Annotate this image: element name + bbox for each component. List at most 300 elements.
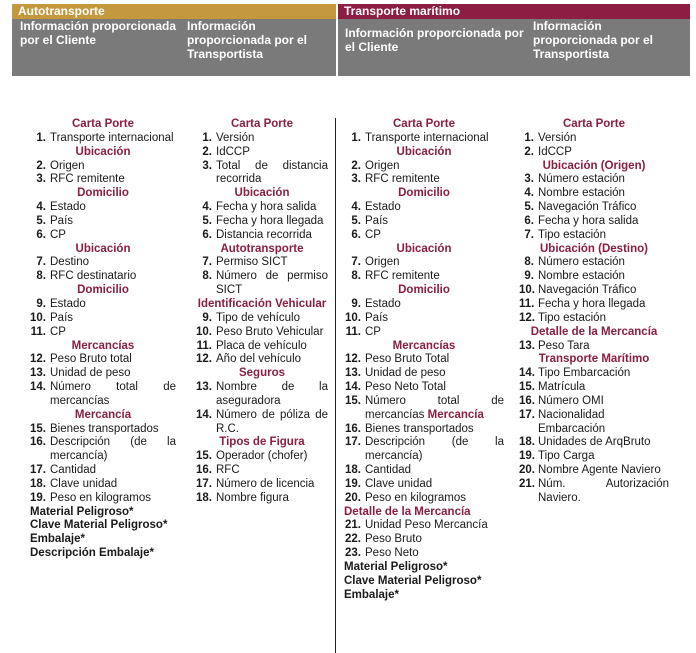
section-heading: Carta Porte [72, 118, 134, 130]
item-label [365, 423, 504, 437]
item-label [365, 201, 504, 215]
item-label [538, 464, 669, 478]
item-number: 9. [36, 297, 46, 310]
list-item [30, 326, 176, 340]
optional-field: Clave Material Peligroso* [344, 574, 482, 587]
item-number: 6. [202, 228, 212, 241]
item-text: RFC remitente [365, 173, 440, 186]
optional-field: Descripción Embalaje* [30, 547, 154, 560]
item-text: Nombre Agente Naviero [538, 464, 661, 477]
item-label [216, 450, 328, 464]
maritimo-title: Transporte marítimo [338, 4, 690, 19]
list-item [30, 492, 176, 506]
item-number: 14. [30, 381, 46, 394]
item-text: RFC [216, 464, 240, 477]
optional-field: Material Peligroso* [344, 561, 448, 573]
item-number: 11. [30, 325, 46, 338]
list-item [519, 146, 669, 160]
section-heading: Mercancías [71, 339, 135, 352]
list-item [519, 340, 669, 354]
item-label [216, 146, 328, 160]
list-item [344, 395, 504, 423]
list-item [196, 340, 328, 354]
item-label [538, 409, 669, 437]
auto-client-list [30, 118, 176, 561]
section-heading: Carta Porte [393, 118, 455, 130]
item-number: 7. [202, 256, 212, 269]
item-text: Peso Bruto Vehicular [216, 325, 324, 338]
item-label [216, 215, 328, 229]
list-item [30, 215, 176, 229]
item-number: 15. [519, 381, 535, 394]
item-text: Fecha y hora llegada [216, 214, 324, 227]
item-number: 7. [351, 256, 361, 269]
item-text: Nacionalidad Embarcación [538, 408, 606, 435]
item-text: RFC remitente [50, 173, 125, 186]
item-label [50, 229, 176, 243]
list-item [196, 450, 328, 464]
item-number: 10. [196, 325, 212, 338]
list-item [30, 367, 176, 381]
section-heading: Ubicación [396, 145, 452, 158]
list-item [519, 381, 669, 395]
item-number: 5. [202, 214, 212, 227]
item-label [538, 201, 669, 215]
list-item [344, 547, 504, 561]
item-text: Número de póliza de R.C. [216, 408, 328, 435]
item-number: 1. [351, 131, 361, 144]
section-heading: Ubicación [234, 187, 290, 200]
section-heading: Autotransporte [220, 242, 304, 255]
item-text: Unidad de peso [365, 367, 446, 380]
item-text: Estado [365, 297, 401, 310]
item-text: Estado [50, 201, 86, 214]
list-item [344, 201, 504, 215]
item-number: 3. [524, 173, 534, 186]
item-number: 4. [202, 201, 212, 214]
list-item [344, 423, 504, 437]
list-item [30, 160, 176, 174]
item-text: Descripción (de la mercancía) [50, 436, 176, 463]
item-label [365, 298, 504, 312]
item-text: Placa de vehículo [216, 339, 307, 352]
item-label [538, 340, 669, 354]
item-label [365, 519, 504, 533]
item-text: Peso Bruto [365, 533, 422, 546]
item-text: Unidades de ArqBruto [538, 436, 651, 449]
item-text: Clave unidad [50, 477, 118, 490]
item-number: 17. [196, 477, 212, 490]
item-label [216, 492, 328, 506]
list-item [519, 395, 669, 409]
item-label [538, 478, 669, 506]
item-text: Bienes transportados [50, 422, 159, 435]
item-label [365, 367, 504, 381]
item-label [50, 478, 176, 492]
list-item [344, 519, 504, 533]
item-label [216, 464, 328, 478]
item-text: Tipo estación [538, 228, 606, 241]
section-heading: Detalle de la Mercancía [344, 505, 471, 518]
item-number: 13. [30, 367, 46, 380]
item-text: Año del vehículo [216, 353, 302, 366]
item-label [50, 326, 176, 340]
item-label [538, 436, 669, 450]
item-number: 22. [345, 533, 361, 546]
item-label [538, 367, 669, 381]
item-label [538, 173, 669, 187]
item-number: 1. [202, 131, 212, 144]
item-number: 10. [345, 311, 361, 324]
item-text: CP [50, 228, 66, 241]
item-label [365, 478, 504, 492]
optional-field: Clave Material Peligroso* [30, 519, 168, 532]
list-item [344, 173, 504, 187]
item-text: RFC remitente [365, 270, 440, 283]
item-label [538, 146, 669, 160]
item-label [50, 464, 176, 478]
item-number: 18. [30, 477, 46, 490]
item-label [538, 270, 669, 284]
item-text: Fecha y hora llegada [538, 297, 646, 310]
item-label [216, 409, 328, 437]
section-heading: Carta Porte [563, 118, 625, 130]
item-label [216, 256, 328, 270]
item-label [50, 256, 176, 270]
item-text: Núm. Autorización Naviero. [538, 477, 669, 504]
item-number: 13. [345, 367, 361, 380]
item-label [538, 312, 669, 326]
item-number: 9. [202, 311, 212, 324]
item-number: 20. [519, 464, 535, 477]
item-number: 6. [351, 228, 361, 241]
item-label [50, 270, 176, 284]
item-number: 15. [30, 422, 46, 435]
list-item [344, 353, 504, 367]
item-label [365, 547, 504, 561]
item-text: Distancia recorrida [216, 228, 312, 241]
item-text: CP [365, 325, 381, 338]
item-label [50, 492, 176, 506]
list-item [519, 201, 669, 215]
item-number: 9. [524, 270, 534, 283]
item-number: 4. [524, 187, 534, 200]
item-label [538, 229, 669, 243]
item-text: Origen [365, 256, 400, 269]
item-text: País [365, 311, 389, 324]
item-number: 3. [202, 159, 212, 172]
list-item [344, 478, 504, 492]
auto-client-header: Información proporcionada por el Cliente [20, 19, 177, 47]
section-heading: Mercancías [392, 339, 456, 352]
item-number: 4. [36, 201, 46, 214]
item-label [365, 229, 504, 243]
list-item [196, 464, 328, 478]
item-label [538, 132, 669, 146]
item-label [50, 298, 176, 312]
list-item [196, 478, 328, 492]
list-item [344, 270, 504, 284]
list-item [30, 173, 176, 187]
list-item [344, 215, 504, 229]
item-text: Operador (chofer) [216, 450, 308, 463]
list-item [344, 533, 504, 547]
item-number: 14. [196, 408, 212, 421]
list-item [519, 284, 669, 298]
item-number: 18. [345, 464, 361, 477]
item-number: 12. [345, 353, 361, 366]
item-label [365, 326, 504, 340]
item-label [538, 284, 669, 298]
mar-client-list [344, 118, 504, 603]
item-text: Fecha y hora salida [538, 214, 639, 227]
item-text: Número de permiso SICT [216, 270, 328, 297]
item-text: Matrícula [538, 381, 586, 394]
item-label [538, 215, 669, 229]
item-number: 19. [345, 477, 361, 490]
item-text: Cantidad [50, 464, 97, 477]
list-item [344, 298, 504, 312]
item-text: Fecha y hora salida [216, 201, 317, 214]
section-heading: Domicilio [77, 284, 129, 297]
item-label [365, 132, 504, 146]
autotransporte-title: Autotransporte [12, 4, 336, 19]
list-item [196, 132, 328, 146]
item-label [50, 367, 176, 381]
item-number: 13. [519, 339, 535, 352]
item-label [216, 326, 328, 340]
item-label [216, 478, 328, 492]
item-text: Permiso SICT [216, 256, 288, 269]
list-item [519, 270, 669, 284]
item-number: 8. [351, 270, 361, 283]
item-number: 5. [351, 214, 361, 227]
item-text: Número total de mercancías [365, 394, 504, 421]
item-label [216, 270, 328, 298]
item-text: Número total de mercancías [50, 381, 176, 407]
item-text: Versión [216, 131, 255, 144]
item-text: Peso en kilogramos [365, 491, 466, 504]
item-label [216, 312, 328, 326]
item-text: Unidad de peso [50, 367, 131, 380]
list-item [196, 146, 328, 160]
item-text: Versión [538, 131, 577, 144]
item-text: Número estación [538, 173, 625, 186]
section-heading: Ubicación [75, 145, 131, 158]
item-text: Tipo Carga [538, 450, 595, 463]
list-item [30, 478, 176, 492]
item-text: País [365, 214, 389, 227]
item-text: Tipo estación [538, 311, 606, 324]
section-heading: Ubicación (Destino) [540, 242, 648, 255]
item-text: Número estación [538, 256, 625, 269]
list-item [519, 187, 669, 201]
list-item [519, 464, 669, 478]
item-text: Peso Bruto Total [365, 353, 450, 366]
item-number: 12. [519, 311, 535, 324]
list-item [519, 215, 669, 229]
item-text: Unidad Peso Mercancía [365, 519, 488, 532]
item-label [216, 340, 328, 354]
list-item [196, 256, 328, 270]
list-item [30, 381, 176, 409]
item-number: 14. [345, 381, 361, 394]
list-item [344, 492, 504, 506]
item-number: 16. [345, 422, 361, 435]
item-number: 1. [524, 131, 534, 144]
section-heading: Domicilio [77, 187, 129, 200]
list-item [196, 492, 328, 506]
item-text: Estado [365, 201, 401, 214]
item-label [365, 533, 504, 547]
item-label [365, 160, 504, 174]
list-item [30, 353, 176, 367]
item-number: 20. [345, 491, 361, 504]
item-label [50, 173, 176, 187]
item-number: 18. [196, 491, 212, 504]
item-text: País [50, 311, 74, 324]
list-item [196, 270, 328, 298]
item-text: Peso en kilogramos [50, 491, 151, 504]
list-item [519, 312, 669, 326]
item-number: 8. [202, 270, 212, 283]
item-text: CP [365, 228, 381, 241]
list-item [196, 381, 328, 409]
item-number: 7. [524, 228, 534, 241]
list-item [344, 160, 504, 174]
section-heading: Seguros [238, 367, 285, 380]
section-heading: Ubicación [75, 242, 131, 255]
item-label [216, 381, 328, 409]
list-item [30, 423, 176, 437]
item-number: 10. [30, 311, 46, 324]
item-text: IdCCP [216, 145, 250, 158]
item-label [50, 201, 176, 215]
item-text: Peso Tara [538, 339, 590, 352]
list-item [196, 312, 328, 326]
item-number: 19. [519, 450, 535, 463]
list-item [30, 298, 176, 312]
item-number: 16. [196, 464, 212, 477]
list-item [344, 436, 504, 464]
item-label [50, 436, 176, 464]
section-heading: Identificación Vehicular [197, 297, 327, 310]
item-number: 8. [36, 270, 46, 283]
item-text: Nombre estación [538, 270, 625, 283]
item-label [538, 450, 669, 464]
item-number: 4. [351, 201, 361, 214]
item-label [365, 353, 504, 367]
section-heading: Ubicación (Origen) [542, 159, 646, 172]
item-number: 14. [519, 367, 535, 380]
optional-field: Embalaje* [344, 588, 399, 601]
item-number: 5. [36, 214, 46, 227]
item-text: Total de distancia recorrida [216, 159, 328, 186]
list-item [30, 312, 176, 326]
auto-carrier-header: Información proporcionada por el Transportista [187, 19, 308, 61]
list-item [519, 298, 669, 312]
item-number: 17. [345, 436, 361, 449]
list-item [196, 215, 328, 229]
item-number: 17. [519, 408, 535, 421]
section-heading: Transporte Marítimo [538, 353, 650, 366]
section-heading: Ubicación [396, 242, 452, 255]
item-label [50, 381, 176, 409]
item-label [216, 353, 328, 367]
item-number: 1. [36, 131, 46, 144]
item-number: 2. [351, 159, 361, 172]
item-text: País [50, 214, 74, 227]
item-number: 18. [519, 436, 535, 449]
item-label [365, 312, 504, 326]
list-item [196, 229, 328, 243]
item-text: Número OMI [538, 394, 604, 407]
list-item [519, 436, 669, 450]
item-text: Navegación Tráfico [538, 201, 637, 214]
item-number: 9. [351, 297, 361, 310]
list-item [344, 367, 504, 381]
item-label [365, 256, 504, 270]
item-text: Tipo de vehículo [216, 311, 300, 324]
item-text: Peso Neto [365, 547, 419, 560]
list-item [344, 132, 504, 146]
item-number: 15. [345, 394, 361, 407]
item-number: 21. [345, 519, 361, 532]
item-number: 2. [202, 145, 212, 158]
list-item [30, 270, 176, 284]
item-label [538, 298, 669, 312]
item-number: 3. [36, 173, 46, 186]
item-text: IdCCP [538, 145, 572, 158]
item-number: 17. [30, 464, 46, 477]
list-item [344, 229, 504, 243]
item-label [216, 160, 328, 188]
item-number: 2. [524, 145, 534, 158]
list-item [196, 353, 328, 367]
item-label [538, 187, 669, 201]
item-number: 10. [519, 284, 535, 297]
item-label [365, 381, 504, 395]
item-number: 6. [524, 214, 534, 227]
item-text: Número de licencia [216, 477, 315, 490]
list-item [30, 229, 176, 243]
list-item [196, 160, 328, 188]
item-label [50, 423, 176, 437]
item-label [365, 270, 504, 284]
item-label [365, 464, 504, 478]
section-heading: Tipos de Figura [219, 436, 305, 449]
item-label [365, 215, 504, 229]
list-item [344, 256, 504, 270]
item-text: Nombre figura [216, 491, 289, 504]
item-text: Bienes transportados [365, 422, 474, 435]
item-label [538, 395, 669, 409]
item-number: 2. [36, 159, 46, 172]
mar-client-header: Información proporcionada por el Cliente [345, 26, 524, 54]
list-item [519, 367, 669, 381]
item-label [216, 132, 328, 146]
list-item [519, 229, 669, 243]
item-text: Peso Bruto total [50, 353, 132, 366]
item-number: 11. [196, 339, 212, 352]
item-text: Transporte internacional [365, 131, 489, 144]
list-item [30, 464, 176, 478]
list-item [30, 256, 176, 270]
list-item [519, 409, 669, 437]
item-label [50, 160, 176, 174]
item-text: Transporte internacional [50, 131, 174, 144]
item-text: Tipo Embarcación [538, 367, 631, 380]
